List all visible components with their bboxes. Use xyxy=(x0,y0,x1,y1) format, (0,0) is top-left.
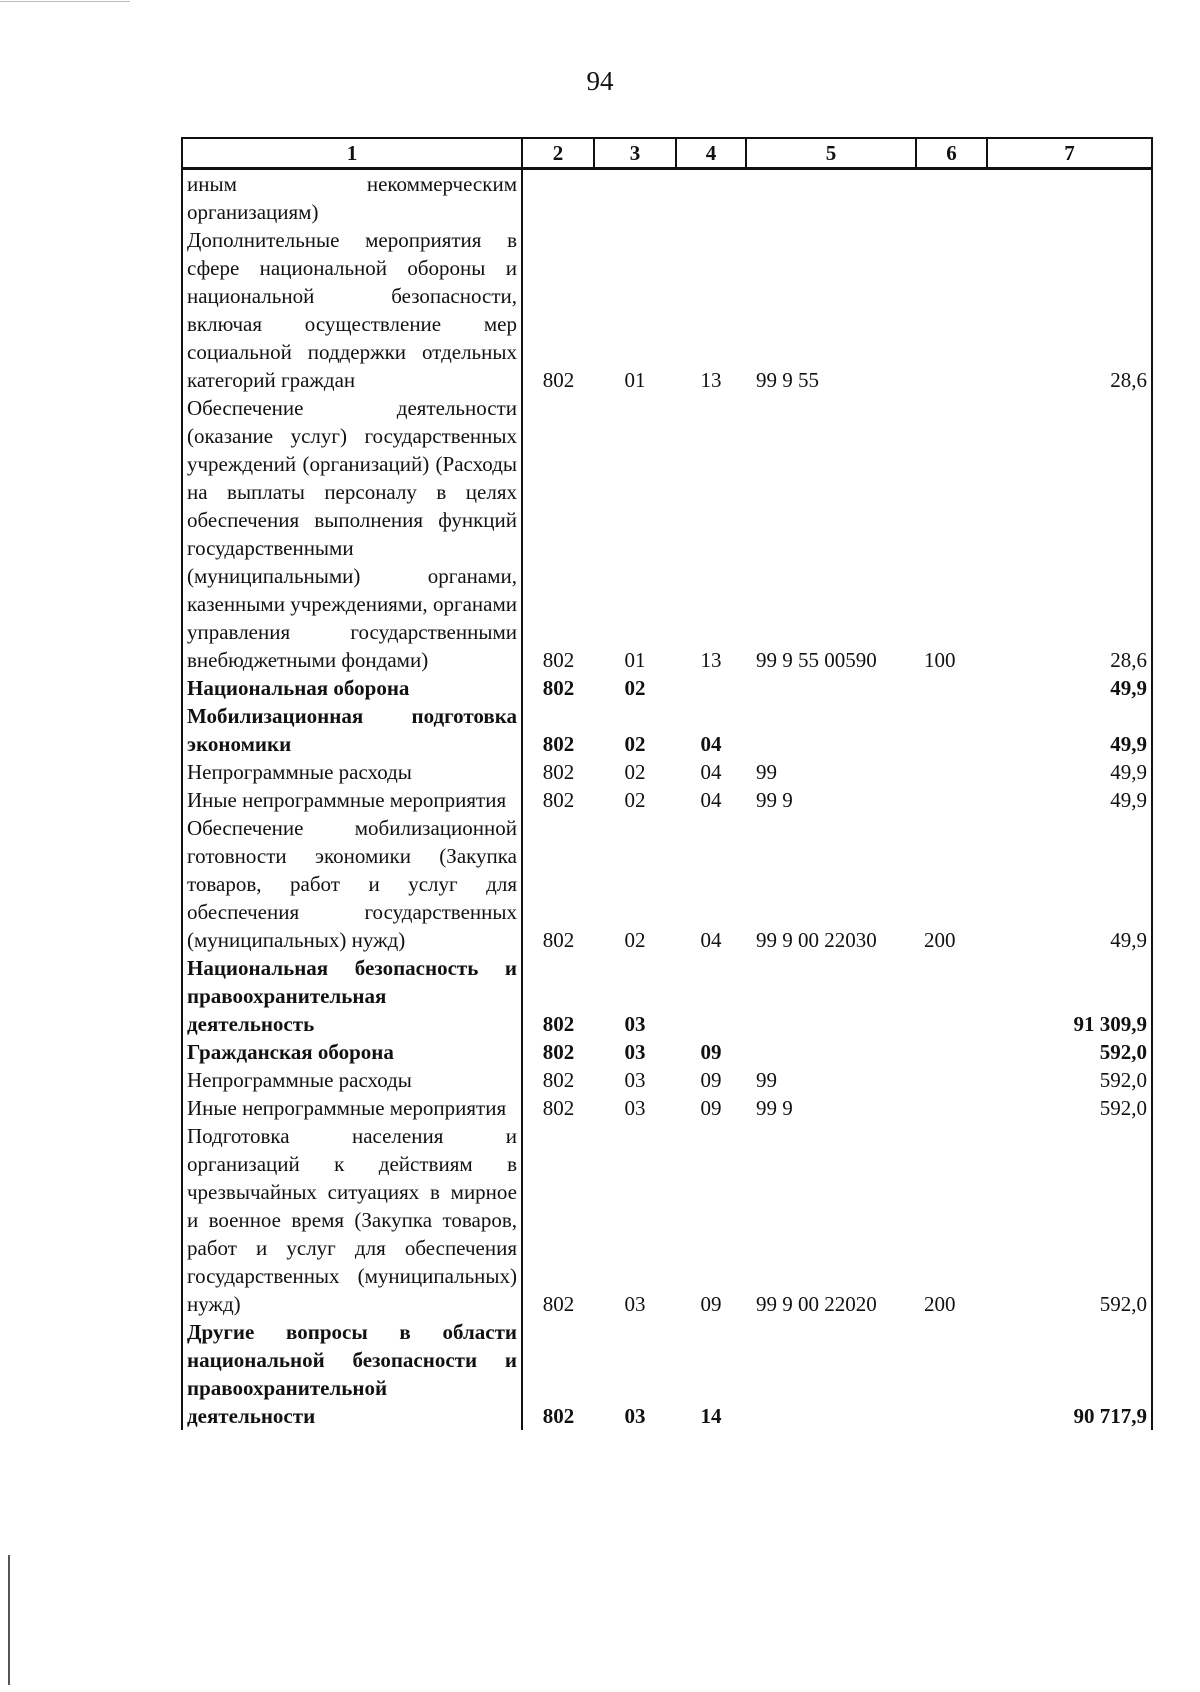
cell-expense-type xyxy=(916,954,987,1038)
cell-subsection xyxy=(676,169,746,227)
table-row xyxy=(182,954,1152,1038)
table-header-row xyxy=(182,138,1152,169)
cell-target-article xyxy=(746,702,916,758)
cell-amount xyxy=(987,169,1152,227)
cell-target-article: 99 xyxy=(756,760,777,784)
cell-ministry: 802 xyxy=(542,732,575,756)
cell-ministry: 802 xyxy=(542,928,575,952)
cell-target-article: 99 9 00 22030 xyxy=(756,928,877,952)
cell-expense-type xyxy=(916,1318,987,1430)
cell-amount: 592,0 xyxy=(987,1066,1152,1094)
table-row xyxy=(182,1066,1152,1094)
row-description: Непрограммные расходы xyxy=(182,1066,522,1094)
cell-section: 01 xyxy=(624,368,646,392)
cell-expense-type: 200 xyxy=(924,928,956,952)
cell-target-article: 99 9 00 22020 xyxy=(756,1292,877,1316)
cell-subsection: 13 xyxy=(700,368,722,392)
cell-subsection: 14 xyxy=(700,1404,722,1428)
row-description: Иные непрограммные мероприятия xyxy=(182,1094,522,1122)
table-row xyxy=(182,786,1152,814)
cell-ministry: 802 xyxy=(542,1012,575,1036)
cell-subsection xyxy=(676,954,746,1038)
cell-amount: 28,6 xyxy=(987,394,1152,674)
cell-subsection: 09 xyxy=(700,1068,722,1092)
cell-subsection: 04 xyxy=(700,732,722,756)
cell-ministry: 802 xyxy=(542,676,575,700)
table-row xyxy=(182,758,1152,786)
header-col-7: 7 xyxy=(987,138,1152,169)
cell-expense-type xyxy=(916,674,987,702)
cell-amount: 49,9 xyxy=(987,674,1152,702)
cell-target-article: 99 9 55 00590 xyxy=(756,648,877,672)
row-description: Обеспечение мобилизационной готовности экономики (Закупка товаров, работ и услуг для обеспечения государственных (муниципальных) нужд) xyxy=(182,814,522,954)
header-col-3: 3 xyxy=(594,138,676,169)
row-description: иным некоммерческим организациям) xyxy=(182,169,522,227)
cell-section: 03 xyxy=(624,1040,646,1064)
cell-target-article xyxy=(746,674,916,702)
cell-ministry: 802 xyxy=(542,1068,575,1092)
cell-target-article: 99 9 55 xyxy=(756,368,819,392)
budget-table xyxy=(181,137,1153,1430)
cell-amount: 49,9 xyxy=(987,814,1152,954)
cell-ministry: 802 xyxy=(542,760,575,784)
cell-target-article xyxy=(746,1038,916,1066)
cell-section: 03 xyxy=(624,1292,646,1316)
cell-amount: 592,0 xyxy=(987,1094,1152,1122)
scan-edge-line xyxy=(8,1555,10,1685)
cell-amount: 91 309,9 xyxy=(987,954,1152,1038)
table-row xyxy=(182,674,1152,702)
cell-expense-type xyxy=(916,169,987,227)
cell-amount: 49,9 xyxy=(987,786,1152,814)
table-row xyxy=(182,1122,1152,1318)
row-description: Иные непрограммные мероприятия xyxy=(182,786,522,814)
row-description: Национальная оборона xyxy=(182,674,522,702)
cell-subsection: 09 xyxy=(700,1040,722,1064)
cell-subsection: 04 xyxy=(700,760,722,784)
header-col-5: 5 xyxy=(746,138,916,169)
header-col-2: 2 xyxy=(522,138,594,169)
table-row xyxy=(182,1038,1152,1066)
row-description: Обеспечение деятельности (оказание услуг) государственных учреждений (организаций) (Расходы на выплаты персоналу в целях обеспечения выполнения функций государственными (муниципальными) органами, казенными учреждениями, органами управления государственными внебюджетными фондами) xyxy=(182,394,522,674)
page-number: 94 xyxy=(586,66,614,96)
cell-section: 02 xyxy=(624,760,646,784)
cell-section: 01 xyxy=(624,648,646,672)
row-description: Гражданская оборона xyxy=(182,1038,522,1066)
cell-amount: 592,0 xyxy=(987,1122,1152,1318)
cell-amount: 592,0 xyxy=(987,1038,1152,1066)
cell-expense-type: 200 xyxy=(924,1292,956,1316)
cell-expense-type xyxy=(916,1094,987,1122)
cell-subsection: 09 xyxy=(700,1292,722,1316)
table-row xyxy=(182,169,1152,227)
cell-target-article xyxy=(746,1318,916,1430)
cell-section: 03 xyxy=(624,1068,646,1092)
cell-subsection: 04 xyxy=(700,928,722,952)
table-row xyxy=(182,1094,1152,1122)
header-col-6: 6 xyxy=(916,138,987,169)
row-description: Непрограммные расходы xyxy=(182,758,522,786)
cell-section: 02 xyxy=(624,788,646,812)
cell-section: 03 xyxy=(624,1012,646,1036)
cell-section: 03 xyxy=(624,1404,646,1428)
cell-ministry xyxy=(522,169,594,227)
table-row xyxy=(182,226,1152,394)
cell-amount: 28,6 xyxy=(987,226,1152,394)
cell-ministry: 802 xyxy=(542,1404,575,1428)
cell-target-article: 99 xyxy=(756,1068,777,1092)
cell-amount: 90 717,9 xyxy=(987,1318,1152,1430)
cell-ministry: 802 xyxy=(542,788,575,812)
cell-section: 03 xyxy=(624,1096,646,1120)
cell-amount: 49,9 xyxy=(987,758,1152,786)
cell-target-article: 99 9 xyxy=(756,788,793,812)
row-description: Подготовка населения и организаций к действиям в чрезвычайных ситуациях в мирное и военное время (Закупка товаров, работ и услуг для обеспечения государственных (муниципальных) нужд) xyxy=(182,1122,522,1318)
table-body xyxy=(182,169,1152,1431)
cell-target-article xyxy=(746,169,916,227)
cell-target-article xyxy=(746,954,916,1038)
header-col-4: 4 xyxy=(676,138,746,169)
cell-subsection: 13 xyxy=(700,648,722,672)
cell-ministry: 802 xyxy=(542,1096,575,1120)
cell-section xyxy=(594,169,676,227)
cell-subsection xyxy=(676,674,746,702)
cell-expense-type xyxy=(916,786,987,814)
row-description: Мобилизационная подготовка экономики xyxy=(182,702,522,758)
cell-ministry: 802 xyxy=(542,1040,575,1064)
cell-ministry: 802 xyxy=(542,1292,575,1316)
table-row xyxy=(182,814,1152,954)
table-row xyxy=(182,1318,1152,1430)
scan-edge-mark xyxy=(0,1,130,2)
cell-subsection: 04 xyxy=(700,788,722,812)
row-description: Дополнительные мероприятия в сфере национальной обороны и национальной безопасности, включая осуществление мер социальной поддержки отдельных категорий граждан xyxy=(182,226,522,394)
cell-expense-type xyxy=(916,758,987,786)
cell-ministry: 802 xyxy=(542,648,575,672)
cell-expense-type xyxy=(916,1066,987,1094)
cell-amount: 49,9 xyxy=(987,702,1152,758)
cell-expense-type xyxy=(916,226,987,394)
cell-expense-type xyxy=(916,702,987,758)
cell-subsection: 09 xyxy=(700,1096,722,1120)
row-description: Другие вопросы в области национальной безопасности и правоохранительной деятельности xyxy=(182,1318,522,1430)
table-row xyxy=(182,702,1152,758)
header-col-1: 1 xyxy=(182,138,522,169)
cell-expense-type xyxy=(916,1038,987,1066)
cell-target-article: 99 9 xyxy=(756,1096,793,1120)
table-row xyxy=(182,394,1152,674)
cell-section: 02 xyxy=(624,676,646,700)
cell-section: 02 xyxy=(624,732,646,756)
row-description: Национальная безопасность и правоохранительная деятельность xyxy=(182,954,522,1038)
cell-expense-type: 100 xyxy=(924,648,956,672)
cell-section: 02 xyxy=(624,928,646,952)
cell-ministry: 802 xyxy=(542,368,575,392)
